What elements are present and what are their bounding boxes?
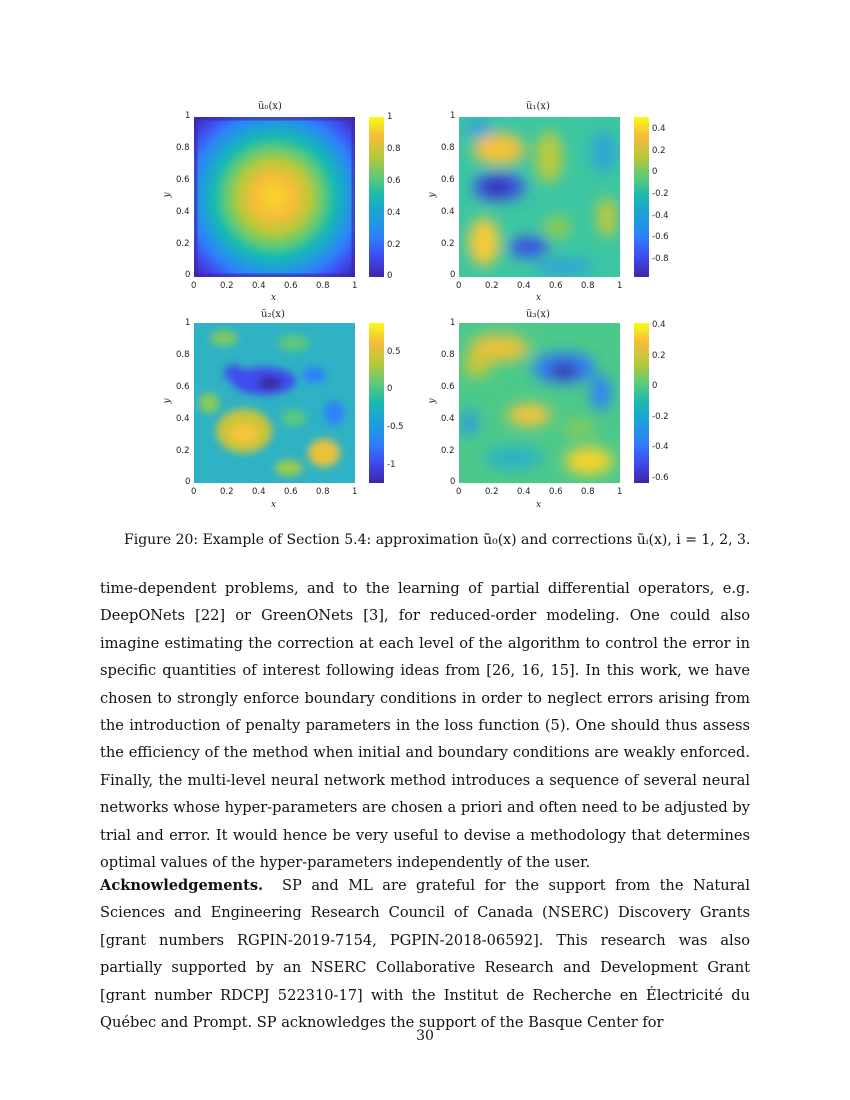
y-axis-label: y [162, 398, 173, 404]
heatmap-area [194, 323, 355, 483]
x-tick: 0 [191, 281, 197, 291]
y-tick: 0.6 [441, 382, 455, 392]
y-axis-label: y [162, 192, 173, 198]
heatmap-blob [535, 131, 563, 183]
x-tick: 1 [352, 487, 358, 497]
heatmap-blob [230, 423, 258, 443]
x-tick: 0.4 [517, 281, 531, 291]
y-tick: 1 [450, 318, 456, 328]
heatmap-blob [534, 259, 594, 275]
y-tick: 0.8 [441, 143, 455, 153]
cbar-tick: 0.2 [652, 146, 666, 156]
heatmap-blob [565, 447, 613, 475]
x-axis-label: x [271, 293, 277, 303]
x-axis-label: x [271, 500, 277, 510]
heatmap-blob [324, 401, 344, 425]
cbar-tick: 0.4 [652, 124, 666, 134]
heatmap-blob [258, 376, 282, 390]
heatmap-blob [224, 365, 244, 381]
heatmap-blob [507, 404, 551, 426]
x-axis-label: x [536, 293, 542, 303]
cbar-tick: -0.2 [652, 412, 669, 422]
y-tick: 0.6 [176, 382, 190, 392]
y-tick: 0.8 [441, 350, 455, 360]
heatmap-area [459, 323, 620, 483]
x-tick: 1 [352, 281, 358, 291]
heatmap-blob [597, 197, 617, 237]
cbar-tick: 0 [387, 271, 393, 281]
figure-caption: Figure 20: Example of Section 5.4: approximation ũ₀(x) and corrections ũᵢ(x), i = 1, 2, 3. [124, 532, 751, 548]
x-tick: 0 [456, 487, 462, 497]
figure-20 [0, 0, 850, 520]
cbar-tick: 0.2 [387, 240, 401, 250]
colorbar [369, 323, 384, 483]
y-tick: 0.8 [176, 350, 190, 360]
cbar-tick: 0 [652, 167, 658, 177]
cbar-tick: 0.4 [652, 320, 666, 330]
acknowledgements-paragraph [100, 872, 750, 1036]
x-tick: 0.4 [252, 487, 266, 497]
y-axis-label: y [427, 398, 438, 404]
cbar-tick: -0.4 [652, 442, 669, 452]
x-tick: 0 [191, 487, 197, 497]
acknowledgements-heading: Acknowledgements. [100, 877, 264, 894]
x-tick: 0.2 [485, 281, 499, 291]
heatmap-blob [308, 439, 340, 467]
heatmap-blob [485, 179, 509, 195]
y-tick: 0 [185, 270, 191, 280]
y-tick: 1 [450, 111, 456, 121]
cbar-tick: -0.5 [387, 422, 404, 432]
y-tick: 0.8 [176, 143, 190, 153]
cbar-tick: 0 [652, 381, 658, 391]
x-tick: 0.8 [316, 281, 330, 291]
heatmap-blob [199, 393, 219, 413]
heatmap-blob [282, 410, 306, 426]
x-tick: 0.2 [220, 487, 234, 497]
heatmap-blob [543, 215, 571, 239]
x-tick: 1 [617, 487, 623, 497]
cbar-tick: -0.6 [652, 232, 669, 242]
heatmap-blob [275, 460, 303, 476]
x-tick: 1 [617, 281, 623, 291]
plot-title: ũ₀(x) [258, 101, 282, 112]
heatmap-blob [509, 237, 549, 257]
heatmap-area [459, 117, 620, 277]
x-tick: 0.4 [252, 281, 266, 291]
y-tick: 0.2 [176, 446, 190, 456]
y-axis-label: y [427, 192, 438, 198]
y-tick: 0 [450, 477, 456, 487]
cbar-tick: -0.6 [652, 473, 669, 483]
y-tick: 0.4 [176, 414, 190, 424]
cbar-tick: 1 [387, 112, 393, 122]
y-tick: 0.2 [441, 446, 455, 456]
heatmap-blob [463, 353, 491, 377]
x-tick: 0.2 [485, 487, 499, 497]
x-tick: 0.4 [517, 487, 531, 497]
cbar-tick: -1 [387, 460, 396, 470]
y-tick: 0.6 [176, 175, 190, 185]
y-tick: 0.6 [441, 175, 455, 185]
x-tick: 0.8 [581, 281, 595, 291]
x-tick: 0.2 [220, 281, 234, 291]
colorbar [369, 117, 384, 277]
plot-title: ũ₃(x) [526, 309, 550, 320]
colorbar [634, 323, 649, 483]
cbar-tick: 0.5 [387, 347, 401, 357]
y-tick: 0.2 [176, 239, 190, 249]
cbar-tick: -0.8 [652, 254, 669, 264]
heatmap-blob [278, 335, 310, 351]
page-number: 30 [416, 1028, 434, 1044]
x-axis-label: x [536, 500, 542, 510]
heatmap-blob [591, 375, 611, 411]
y-tick: 0.4 [441, 207, 455, 217]
cbar-tick: -0.2 [652, 189, 669, 199]
cbar-tick: 0.2 [652, 351, 666, 361]
y-tick: 0 [185, 477, 191, 487]
colorbar [634, 117, 649, 277]
acknowledgements-text: SP and ML are grateful for the support from the Natural Sciences and Engineering Research Council of Canada (NSERC) Discovery Grants [grant numbers RGPIN-2019-7154, PGPIN-2018-06592]. This research was also partially supported by an NSERC Collaborative Research and Development Grant [grant number RDCPJ 522310-17] with the Institut de Recherche en Électricité du Québec and Prompt. SP acknowledges the support of the Basque Center for [100, 877, 750, 1032]
body-paragraph: time-dependent problems, and to the learning of partial differential operators, e.g. DeepONets [22] or GreenONets [3], for reduced-order modeling. One could also imagine estimating the correction at each level of the algorithm to control the error in specific quantities of interest following ideas from [26, 16, 15]. In this work, we have chosen to strongly enforce boundary conditions in order to neglect errors arising from the introduction of penalty parameters in the loss function (5). One should thus assess the efficiency of the method when initial and boundary conditions are weakly enforced. Finally, the multi-level neural network method introduces a sequence of several neural networks whose hyper-parameters are chosen a priori and often need to be adjusted by trial and error. It would hence be very useful to devise a methodology that determines optimal values of the hyper-parameters independently of the user. [100, 580, 750, 872]
heatmap-blob [465, 119, 493, 139]
heatmap-blob [592, 132, 616, 172]
cbar-tick: 0.8 [387, 144, 401, 154]
heatmap-area [194, 117, 355, 277]
heatmap-blob [210, 330, 238, 346]
x-tick: 0.6 [549, 281, 563, 291]
x-tick: 0.6 [549, 487, 563, 497]
x-tick: 0.8 [581, 487, 595, 497]
x-tick: 0.8 [316, 487, 330, 497]
plot-title: ũ₁(x) [526, 101, 550, 112]
heatmap-blob [484, 446, 544, 470]
y-tick: 0.4 [441, 414, 455, 424]
x-tick: 0.6 [284, 487, 298, 497]
y-tick: 0.2 [441, 239, 455, 249]
heatmap-blob [459, 409, 479, 437]
y-tick: 0.4 [176, 207, 190, 217]
y-tick: 1 [185, 318, 191, 328]
heatmap-blob [563, 420, 595, 436]
plot-title: ũ₂(x) [261, 309, 285, 320]
cbar-tick: 0.4 [387, 208, 401, 218]
x-tick: 0 [456, 281, 462, 291]
y-tick: 1 [185, 111, 191, 121]
y-tick: 0 [450, 270, 456, 280]
cbar-tick: 0 [387, 384, 393, 394]
heatmap-blob [468, 218, 500, 266]
heatmap-blob [548, 363, 580, 379]
cbar-tick: -0.4 [652, 211, 669, 221]
cbar-tick: 0.6 [387, 176, 401, 186]
heatmap-blob [302, 367, 326, 383]
x-tick: 0.6 [284, 281, 298, 291]
heatmap-field [194, 117, 355, 277]
